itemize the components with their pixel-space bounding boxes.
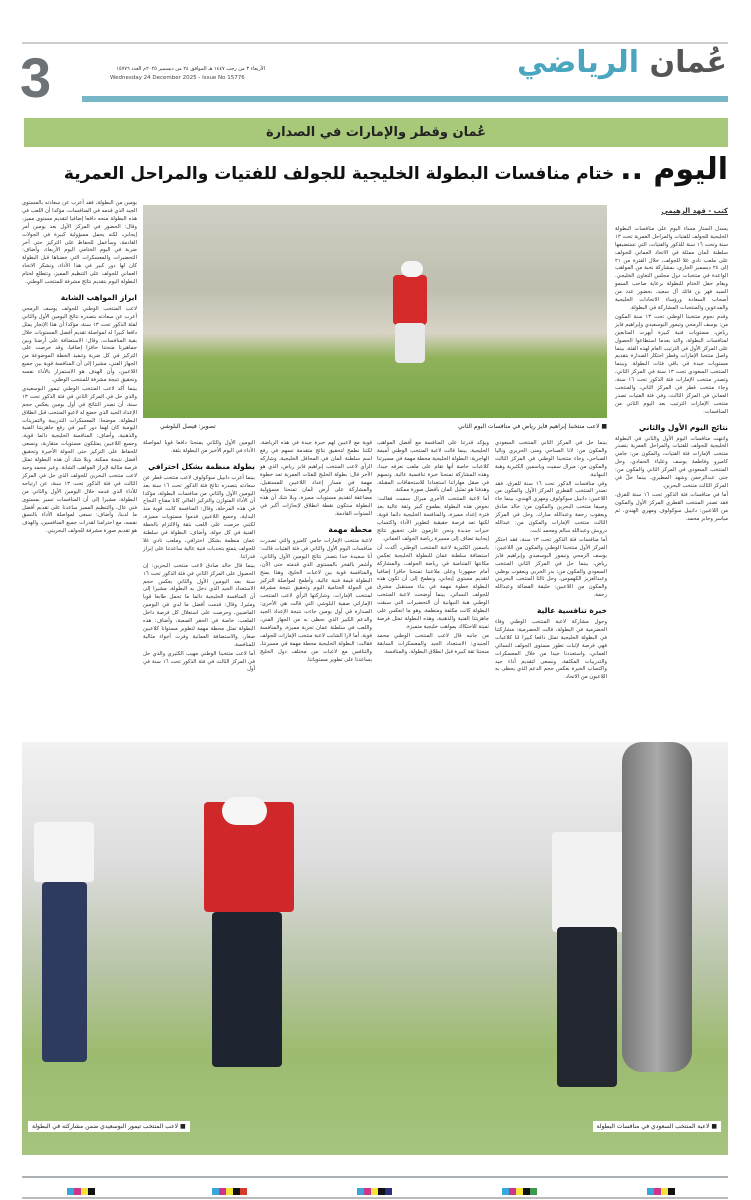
logo-main: الرياضي <box>516 45 640 80</box>
golfer-figure <box>34 822 94 882</box>
golfer-cap <box>222 797 267 825</box>
bottom-rule <box>22 1197 728 1199</box>
kicker-banner: عُمان وقطر والإمارات في الصدارة <box>24 118 728 147</box>
bottom-rule <box>22 1176 728 1178</box>
headline-rest: ختام منافسات البطولة الخليجية للجولف للفتيات والمراحل العمرية <box>63 164 621 184</box>
color-registration-mark <box>647 1188 675 1195</box>
paragraph: لاعب المنتخب الوطني للجولف يوسف الرمحي أعرب عن سعادته بتصدره نتائج اليومين الأول والثاني لفئة الذكور تحت ١٣ سنة، مؤكدا أن هذا الإنجاز يمثل دافعا كبيرا له لمواصلة تقديم أفضل المستويات خلال بقية المنافسات، وقال: الاستضافة على أرضنا وبين جماهيرنا منحتنا حافزا إضافيا، وقد حرصت على التركيز في كل ضربة وتنفيذ الخطة الموضوعة من الجهاز الفني، مشيرا إلى أن المنافسة قوية بين جميع اللاعبين، وأن الهدف هو الاستمرار بالأداء نفسه وتحقيق نتيجة مشرفة للمنتخب الوطني. <box>22 305 137 384</box>
color-registration-mark <box>502 1188 537 1195</box>
paragraph: اليومين الأول والثاني يمنحنا دافعا قويا لمواصلة الأداء في اليوم الأخير من البطولة بثقة. <box>143 440 255 454</box>
logo-prefix: عُمان <box>649 45 727 80</box>
article-column-left <box>22 200 137 722</box>
article-column-mid-1 <box>495 440 607 740</box>
paragraph: أما منافسات فئة الذكور تحت ١٣ سنة، فقد احتكر المركز الأول منتخبنا الوطني والمكون من اللاعبين: يوسف الرمحي وتيمور البوسعيدي وإبراهيم فايز رياض، بينما حل في المركز الثاني المنتخب السعودي والمكون من: بدر الحربي ويعقوب بوظبي وعبدالعزيز الكهموس، وحل ثالثا المنتخب البحريني والمكون من اللاعبين: خليفة الفضالة وعبدالله رحمة. <box>495 536 607 599</box>
paragraph: وقدم نجوم منتخبنا الوطني تحت ١٣ سنة المكون من: يوسف الرمحي وتيمور البوسعيدي وإبراهيم فايز رياض، مستويات فنية كبيرة أبهرت المتابعين لمنافسات البطولة، والتد بعدما استطاعوا الحصول على المركز الأول في الترتيب العام لهذه الفئة، بينما واصل منتخبا الإمارات وقطر احتكار الصدارة بتقديم مستويات جيدة في باقي فئات البطولة. وبينما المنتخب السعودي تحت ١٣ سنة في المركز الثاني، وتصدر منتخب الإمارات فئة الذكور تحت ١٦ سنة، وجاء منتخب قطر في المركز الثاني، والمنتخب العماني في المركز الثالث، وفي فئة الفتيات تصدر منتخب الإمارات الترتيب بعد اليوم الثاني من المنافسات. <box>615 313 728 415</box>
paragraph: بينما قال خالد صادق لاعب منتخب البحرين: إن الحصول على المركز الثاني في فئة الذكور تحت ١٦ سنة بعد اليومين الأول والثاني يعكس حجم الاستعداد الجيد الذي دخل به البطولة، مشيرا إلى أن المنافسة الخليجية دائما ما تحمل طابعا قويا ومثيرا، وقال: قدمت أفضل ما لدي في اليومين الماضيين، وحرصت على استغلال كل فرصة داخل الملعب، خاصة في الحفر الصعبة، وأضاف: هذه البطولة تمثل محطة مهمة لتطوير مستوانا كلاعبين صغار، والاستضافة العمانية وفرت أجواء مثالية للمنافسة. <box>143 562 255 648</box>
photo-caption-left: ■ لاعب المنتخب تيمور البوسعيدي ضمن مشاركته في البطولة <box>28 1121 190 1132</box>
photo-golfers-putting <box>22 742 728 1155</box>
paragraph: من جانبه قال لاعب المنتخب الوطني محمد الجنيدي: الاستعداد الجيد والمعسكرات السابقة منحتنا ثقة كبيرة قبل انطلاق البطولة، والمنافسة. <box>377 632 489 655</box>
color-registration-mark <box>357 1188 392 1195</box>
subheading: نتائج اليوم الأول والثاني <box>638 422 728 432</box>
palm-trunk <box>622 742 692 1072</box>
photo-golfer-bunker <box>143 205 607 418</box>
paragraph: قوية مع لاعبين لهم خبرة جيدة في هذه الرياضة، لكننا نطمح لتحقيق نتائج متقدمة تسهم في رفع اسم سلطنة عُمان في المحافل الخليجية، وشاركه الرأي لاعب المنتخب إبراهيم فايز رياض، الذي هو الآخر قال: بطولة الخليج للفئات العمرية تعد خطوة مهمة في مسار إعداد اللاعبين للمستقبل، والمشاركة على أرض عُمان تمنحنا مسؤولية مضاعفة لتقديم مستويات مميزة، وبلا شك أن هذه البطولة ستكون نقطة انطلاق لإنجازات أكبر في السنوات القادمة. <box>260 440 372 518</box>
paragraph: ياسمين الكثيرية لاعبة المنتخب الوطني، أكدت أن استضافة سلطنة عمان للبطولة الخليجية تعكس مكانتها المتنامية في رياضة الجولف، والمشاركة أمام جمهورنا وعلى ملاعبنا تمنحنا حافزا إضافيا لتقديم مستوى إيجابي، ونطمح إلى أن تكون هذه البطولة خطوة مهمة في بناء مستقبل مشرق للجولف النسائي. بينما أوضحت لاعبة المنتخب الوطني هبة النبهانية أن التحضيرات التي سبقت البطولة كانت مكثفة ومنظمة، وهو ما انعكس على جاهزيتنا الفنية والذهنية، وهذه البطولة تمثل فرصة ثمينة للاحتكاك بمواهب خليجية متميزة. <box>377 544 489 630</box>
article-column-mid-4 <box>143 440 255 740</box>
golfer-figure <box>42 882 87 1062</box>
paragraph: وانتهت منافسات اليوم الأول والثاني في البطولة الخليجية للجولف للفتيات والمراحل العمرية بتصدر منتخب الإمارات فئة الفتيات، والمكون من: جامي كاميرو وفاطمة يوسف وعلياء الحمادي، وحل المنتخب السعودي في المركز الثاني والمكون من: جنى عبدالرحمن وشهد المطيري، بينما حلّ في المركز الثالث منتخب البحرين. <box>615 435 728 489</box>
header-bar <box>82 96 728 102</box>
paragraph: بينما أعرب دانييل سوكولوف لاعب منتخب قطر عن سعادته بتصدره نتائج فئة الذكور تحت ١٦ سنة بعد اليومين الأول والثاني من منافسات البطولة، مؤكدا أن الأداء المتوازن والتركيز العالي كانا مفتاح النجاح في هذه المرحلة، وقال: المنافسة كانت قوية منذ البداية، وجميع اللاعبين قدموا مستويات مميزة، لكنني حرصت على اللعب بثقة والالتزام بالخطة الفنية في كل جولة، وأضاف: البطولة في سلطنة عمان منظمة بشكل احترافي، وملعب نادي غلا للجولف يتمتع بتحديات فنية عالية ساعدتنا على إبراز قدراتنا. <box>143 474 255 560</box>
headline <box>22 150 728 194</box>
subheading: خبرة تنافسية عالية <box>537 606 607 616</box>
paragraph: أما في منافسات فئة الذكور تحت ١٦ سنة للفرق، فقد تصدر المنتخب القطري المركز الأول والمكون من اللاعبين: دانييل سوكولوف ومهري الهندي، ثم مياسر وجابر محمد. <box>615 491 728 522</box>
paragraph: بينما أكد لاعب المنتخب الوطني تيمور البوسعيدي والذي حل في المركز الثاني في فئة الذكور تحت ١٣ سنة، أن تصدر النتائج في أول يومين يعكس حجم الإعداد الجيد الذي خضع له لاعبو المنتخب قبل انطلاق البطولة، موضحا: المعسكرات التدريبية والتمرينات اليومية كان لهما دور كبير في رفع جاهزيتنا الفنية والذهنية، وأضاف: المنافسة الخليجية دائما قوية، وجميع اللاعبين يمتلكون مستويات متقاربة، ونسعى للحفاظ على التركيز حتى الجولة الأخيرة وتحقيق أفضل نتيجة ممكنة. وبلا شك أن هذه البطولة تمثل فرصة مثالية لإبراز المواهب الشابة. وعبر محمد وحيد لاعب منتخب البحرين للجولف الذي حل في المركز الثالث في فئة الذكور تحت ١٣ سنة، عن ارتياحه للأداء الذي قدمه خلال اليومين الأول والثاني من البطولة، مشيرا إلى أن المنافسات تسير بمستوى فني عال، والتنظيم المميز ساعدنا على تقديم أفضل ما لدينا، وأضاف: نسعى لمواصلة الأداء بالنسق نفسه، مع احترامنا لقدرات جميع المنافسين، والهدف هو تقديم صورة مشرفة للجولف البحريني. <box>22 385 137 535</box>
golfer-figure <box>552 832 627 932</box>
subheading: محطة مهمة <box>328 525 372 535</box>
photo-caption-right: ■ لاعبة المنتخب السعودي في منافسات البطولة <box>593 1121 722 1132</box>
golfer-figure <box>395 323 425 363</box>
paragraph: يومين من البطولة، فقد أعرب عن سعادته بالمستوى الجيد الذي قدمه في المنافسات، مؤكدا أن اللعب في هذه البطولة منحه دافعا إضافيا لتقديم مستوى مميز، وقال: الحضور في المركز الأول بعد يومين أمر إيجابي، لكنه يحمل مسؤولية كبيرة في الجولات القادمة، وسأعمل للحفاظ على التركيز حتى آخر ضربة في اليوم الختامي اليوم الأربعاء، وأضاف: التحضيرات والمعسكرات التي خضناها قبل البطولة كان لها دور كبير في هذا الأداء، ونشكر الاتحاد العماني للجولف على التنظيم المميز، ونتطلع لختام البطولة اليوم بتقديم نتائج مشرفة للمنتخب الوطني. <box>22 200 137 286</box>
color-registration-mark <box>67 1188 95 1195</box>
photo-credit: تصوير: فيصل البلوشي <box>160 423 216 430</box>
top-rule <box>22 42 728 44</box>
headline-lead: اليوم .. <box>620 152 728 187</box>
date-arabic: الأربعاء ٣ من رجب ١٤٤٧ هـ الموافق ٢٤ من ديسمبر ٢٠٢٥م العدد ١٥٧٧٦ <box>116 66 265 72</box>
color-registration-mark <box>212 1188 247 1195</box>
article-column-right <box>615 200 728 740</box>
paragraph: أما لاعبة المنتخب الأخرى ميرال سميت فقالت: نخوض هذه البطولة بطموح كبير وثقة عالية بعد فترة إعداد مميزة، والمنافسة الخليجية دائما قوية، لكنها تعد فرصة حقيقية لتطوير الأداء واكتساب خبرات جديدة ونحن عازمون على تحقيق نتائج إيجابية تضاف إلى مسيرة رياضة الجولف العماني. <box>377 496 489 542</box>
golfer-cap <box>401 261 423 277</box>
date-english: Wednesday 24 December 2025 - Issue No 15776 <box>110 75 245 81</box>
article-column-mid-3 <box>260 440 372 740</box>
subheading: بطولة منظمة بشكل احترافي <box>148 461 255 471</box>
golfer-figure <box>212 912 282 1067</box>
paragraph: أما لاعب منتخبنا الوطني مهيب الكثيري والذي حل في المركز الثالث في فئة الذكور تحت ١٦ سنة في أول <box>143 650 255 673</box>
page-number: 3 <box>20 46 52 109</box>
photo-caption: ■ لاعب منتخبنا إبراهيم فايز رياض في منافسات اليوم الثاني <box>458 423 607 430</box>
section-logo <box>516 45 727 80</box>
paragraph: ويؤكد قدرتنا على المنافسة مع أفضل المواهب الخليجية. بينما قالت لاعبة المنتخب الوطني أميمة الهاجرية: البطولة الخليجية محطة مهمة في مسيرتنا كلاعبات خاصة أنها تقام على ملعب نعرفه جيدا، وهذه المشاركة تمنحنا خبرة تنافسية عالية، وتسهم في صقل مهاراتنا استعدادا للاستحقاقات المقبلة، وهدفنا هو تمثيل عُمان بأفضل صورة ممكنة. <box>377 440 489 494</box>
article-column-mid-2 <box>377 440 489 740</box>
paragraph: وحول مشاركة لاعبة المنتخب الوطني وفاء الحضرمية في البطولة، قالت الحضرمية: مشاركتنا في البطولة الخليجية تمثل دافعا كبيرا لنا كلاعبات فهي فرصة لإثبات تطور مستوى الجولف النسائي العماني، واستعددنا جيدا من خلال المعسكرات والتدريبات المكثفة، ونسعى لتقديم أداء جيد واكتساب الخبرة بعكس حجم الدعم الذي يحظى به اللاعبون من الاتحاد. <box>495 619 607 681</box>
byline: كتب - فهد الزهيمي <box>661 207 728 215</box>
golfer-figure <box>393 275 427 325</box>
paragraph: لاعبة منتخب الإمارات جامي كاميرو والتي تصدرت منافسات اليوم الأول والثاني في فئة الفتيات قالت: أنا سعيدة جدا بتصدر نتائج اليومين الأول والثاني، وأشعر بالفخر بالمستوى الذي قدمته حتى الآن، والمنافسة قوية بين لاعبات الخليج، وهذا يمنح البطولة قيمة فنية عالية، وأطمح لمواصلة التركيز في الجولة الختامية اليوم وتحقيق نتيجة مشرفة لمنتخب الإمارات. وشاركتها الرأي لاعب المنتخب الإماراتي صفية البلوشي التي قالت هي الأخرى: الصدارة في أول يومين جاءت نتيجة الإعداد الجيد والدعم الكبير الذي نحظى به من الجهاز الفني، واللعب في سلطنة عمان تجربة مميزة، والمنافسة قوية. أما لارا الشايب لاعبة منتخب الإمارات للجولف فقالت: البطولة الخليجية محطة مهمة في مسيرتنا، والتنافس مع لاعبات من مختلف دول الخليج يساعدنا على تطوير مستوياتنا. <box>260 537 372 663</box>
paragraph: يسدل الستار مساء اليوم على منافسات البطولة الخليجية للجولف للفتيات والمراحل العمرية تحت ١٣ سنة وتحت ١٦ سنة للذكور والفتيات، التي تستضيفها سلطنة عُمان ممثلة في الاتحاد العماني للجولف على ملعب نادي غلا للجولف، خلال الفترة من ٢١ إلى ٢٤ ديسمبر الجاري، بمشاركة نخبة من المواهب الواعدة في منتخبات دول مجلس التعاون الخليجي. ويقام حفل الختام للبطولة برعاية صاحب السمو السيد فهر بن فاتك آل سعيد، بحضور عدد من أصحاب السعادة ورؤساء الاتحادات الخليجية والمدعوين والمنتخبات المشاركة في البطولة. <box>615 225 728 311</box>
golfer-figure <box>557 927 617 1087</box>
subheading: ابراز المواهب الشابة <box>60 292 137 302</box>
paragraph: وفي منافسات الذكور تحت ١٦ سنة للفرق، فقد تصدر المنتخب القطري المركز الأول والمكون من اللاعبين: دانييل سوكولوف ومهري الهندي، بينما جاء وصيفا منتخب البحرين والمكون من: خالد صادق ويعقوب رحمة وعبدالله مبارك، وحل في المركز الثالث منتخب الإمارات والمكون من: عبدالله درويش وعبدالله سالم ومحمد ثابت. <box>495 480 607 534</box>
paragraph: بينما حل في المركز الثاني المنتخب السعودي والمكون من: لانا الصباحي ومنى الحريري وناليا الصباحي، وجاء منتخبنا الوطني في المركز الثالث والمكون من: ميرال سميت وياسمين الكثيرية وهبة النبهانية. <box>495 440 607 478</box>
